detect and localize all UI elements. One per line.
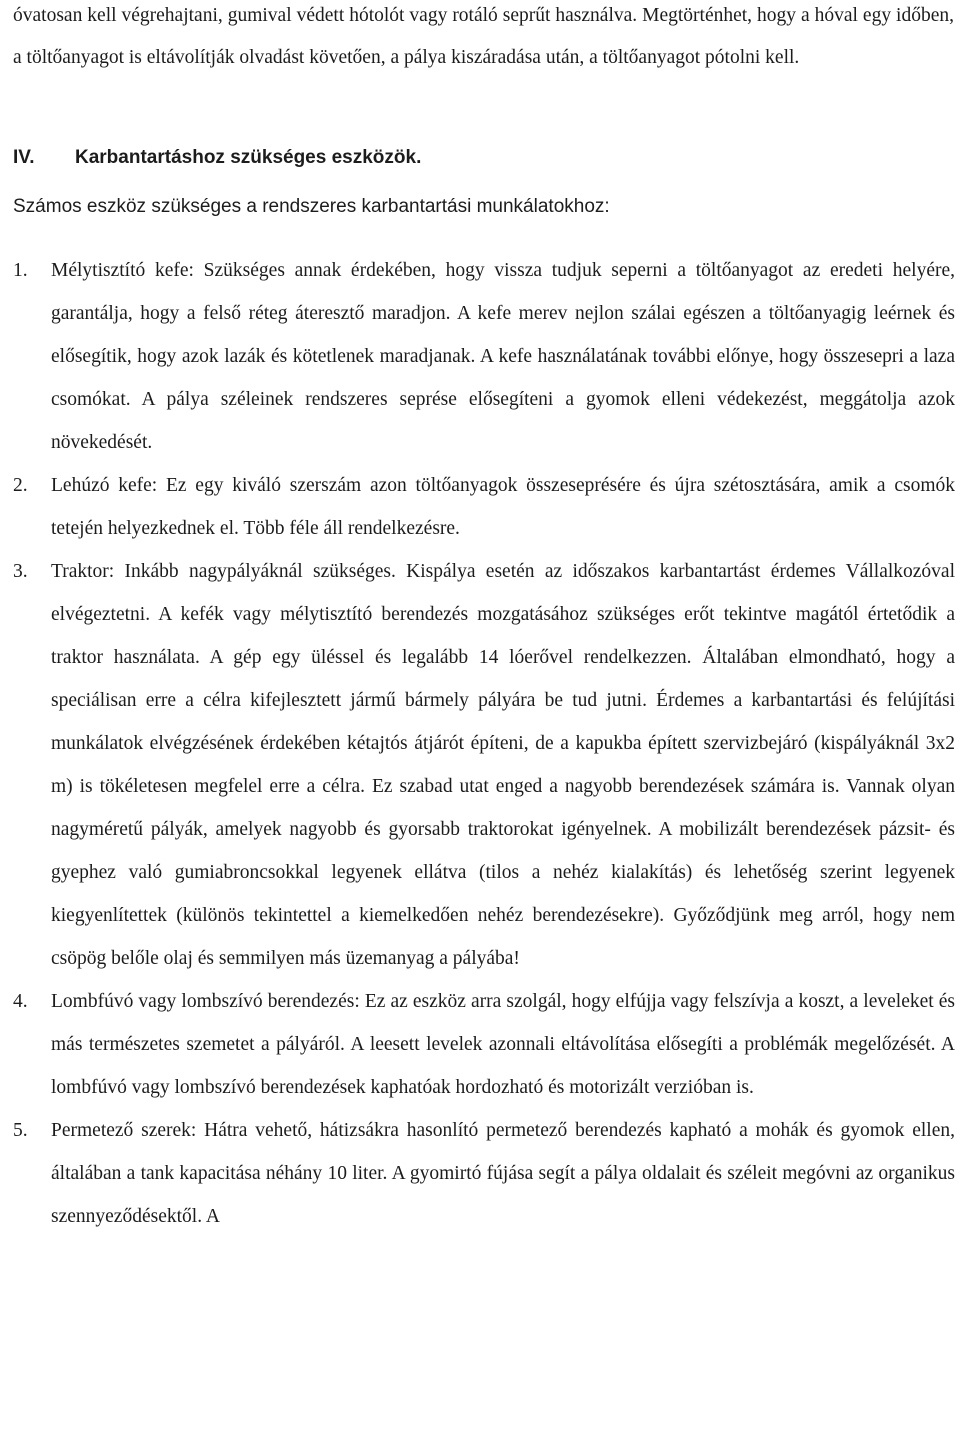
list-item [13,550,955,980]
list-item-text: Lehúzó kefe: Ez egy kiváló szerszám azon töltőanyagok összeseprésére és újra szétosztására, amik a csomók tetején helyezkednek el. Több féle áll rendelkezésre. [51,475,955,539]
list-item-text: Mélytisztító kefe: Szükséges annak érdekében, hogy vissza tudjuk seperni a töltőanyagot az eredeti helyére, garantálja, hogy a felső réteg áteresztő maradjon. A kefe merev nejlon szálai egészen a töltőanyagig leérnek és elősegítik, hogy azok lazák és kötetlenek maradjanak. A kefe használatának további előnye, hogy összesepri a laza csomókat. A pálya széleinek rendszeres seprése elősegíteni a gyomok elleni védekezést, meggátolja azok növekedését. [51,260,955,453]
list-item [13,1109,955,1238]
section-number: IV. [13,147,35,168]
list-item-number: 5. [13,1120,28,1141]
list-item-text: Permetező szerek: Hátra vehető, hátizsákra hasonlító permetező berendezés kapható a mohák és gyomok ellen, általában a tank kapacitása néhány 10 liter. A gyomirtó fújása segít a pálya oldalait és széleit megóvni az organikus szennyeződésektől. A [51,1120,955,1227]
list-item-number: 2. [13,475,28,496]
tool-list [13,249,955,1238]
intro-paragraph: óvatosan kell végrehajtani, gumival védett hótolót vagy rotáló seprűt használva. Megtörténhet, hogy a hóval egy időben, a töltőanyagot is eltávolítják olvadást követően, a pálya kiszáradása után, a töltőanyagot pótolni kell. [13,5,954,68]
lead-sentence: Számos eszköz szükséges a rendszeres karbantartási munkálatokhoz: [13,196,610,217]
list-item-text: Lombfúvó vagy lombszívó berendezés: Ez az eszköz arra szolgál, hogy elfújja vagy felszívja a koszt, a leveleket és más természetes szemetet a pályáról. A leesett levelek azonnali eltávolítása elősegíti a problémák megelőzését. A lombfúvó vagy lombszívó berendezések kaphatóak hordozható és motorizált verzióban is. [51,991,955,1098]
list-item [13,464,955,550]
section-title: Karbantartáshoz szükséges eszközök. [75,147,422,168]
list-item [13,249,955,464]
section-heading [13,143,421,173]
list-item-number: 1. [13,260,28,281]
list-item-number: 3. [13,561,28,582]
list-item-number: 4. [13,991,28,1012]
list-item [13,980,955,1109]
list-item-text: Traktor: Inkább nagypályáknál szükséges. Kispálya esetén az időszakos karbantartást érdemes Vállalkozóval elvégeztetni. A kefék vagy mélytisztító berendezés mozgatásához szükséges erőt tekintve magától értetődik a traktor használata. A gép egy üléssel és legalább 14 lóerővel rendelkezzen. Általában elmondható, hogy a speciálisan erre a célra kifejlesztett jármű bármely pályára be tud jutni. Érdemes a karbantartási és felújítási munkálatok elvégzésének érdekében kétajtós átjárót építeni, de a kapukba épített szervizbejáró (kispályáknál 3x2 m) is tökéletesen megfelel erre a célra. Ez szabad utat enged a nagyobb berendezések számára is. Vannak olyan nagyméretű pályák, amelyek nagyobb és gyorsabb traktorokat igényelnek. A mobilizált berendezések pázsit- és gyephez való gumiabroncsokkal legyenek ellátva (tilos a nehéz kialakítás) és lehetőség szerint legyenek kiegyenlítettek (különös tekintettel a kiemelkedően nehéz berendezésekre). Győződjünk meg arról, hogy nem csöpög belőle olaj és semmilyen más üzemanyag a pályába! [51,561,955,969]
